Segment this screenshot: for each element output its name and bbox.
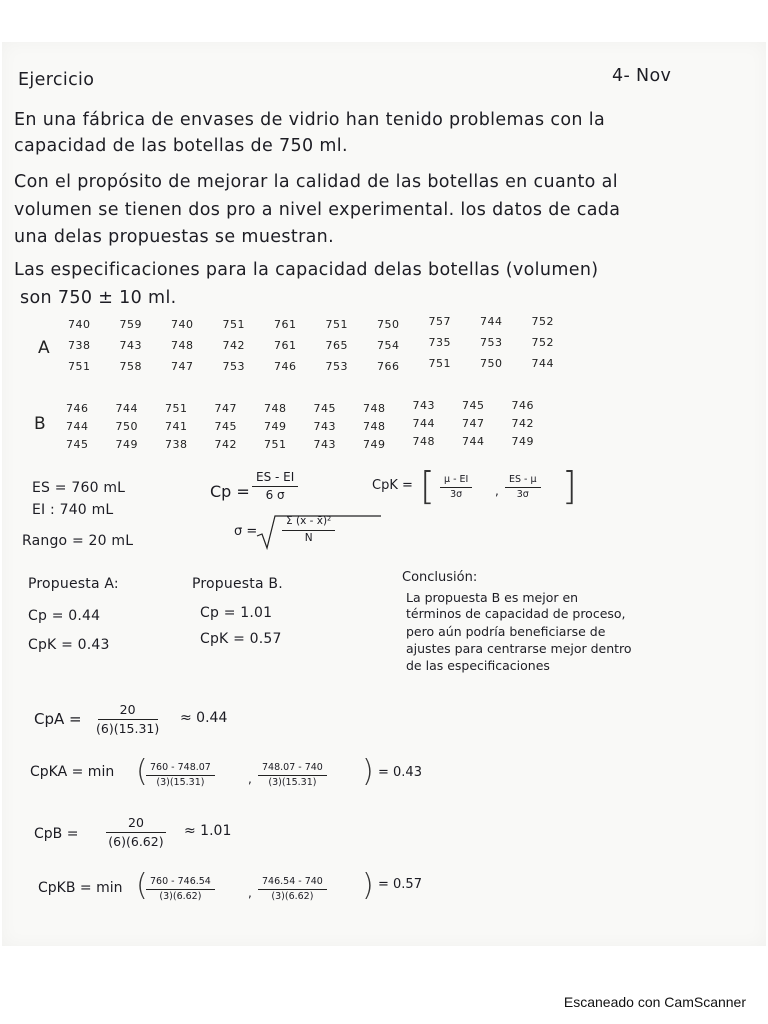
cpa-numerator: 20 xyxy=(98,702,158,720)
cpa-label: CpA = xyxy=(34,710,82,728)
data-a-value: 742 xyxy=(222,339,245,352)
cpka-paren-right: ) xyxy=(362,754,374,789)
cpkb-f2-denominator: (3)(6.62) xyxy=(271,891,314,903)
conclusion-line-3: pero aún podría beneficiarse de xyxy=(406,624,606,639)
cpb-fraction xyxy=(106,815,166,849)
data-b-value: 747 xyxy=(214,402,237,415)
data-b-value: 748 xyxy=(363,420,386,433)
data-a-value: 751 xyxy=(325,318,348,331)
cpk-f2-numerator: ES - μ xyxy=(505,474,541,488)
data-a-value: 751 xyxy=(222,318,245,331)
cpk-f1-numerator: μ - EI xyxy=(440,474,472,488)
cpk-formula-fraction-2 xyxy=(505,474,541,501)
data-a-label: A xyxy=(38,338,50,358)
cpka-f2-numerator: 748.07 - 740 xyxy=(258,762,327,776)
data-b-value: 745 xyxy=(462,399,485,412)
cpa-denominator: (6)(15.31) xyxy=(96,721,160,736)
data-a-value: 752 xyxy=(531,336,554,349)
data-a-value: 751 xyxy=(68,360,91,373)
paragraph-3-line-2: son 750 ± 10 ml. xyxy=(20,288,177,308)
data-a-value: 750 xyxy=(480,357,503,370)
cpkb-result: = 0.57 xyxy=(378,877,422,892)
data-b-value: 743 xyxy=(313,438,336,451)
data-a-value: 753 xyxy=(325,360,348,373)
data-b-value: 750 xyxy=(115,420,138,433)
conclusion-line-4: ajustes para centrarse mejor dentro xyxy=(406,641,632,656)
sigma-fraction xyxy=(282,515,335,544)
data-b-value: 738 xyxy=(165,438,188,451)
sigma-formula-label: σ = xyxy=(234,524,258,539)
data-a-value: 751 xyxy=(428,357,451,370)
data-b-value: 743 xyxy=(412,399,435,412)
cpkb-fraction-1 xyxy=(146,876,215,903)
data-b-value: 749 xyxy=(115,438,138,451)
data-a-value: 740 xyxy=(171,318,194,331)
cpka-f1-numerator: 760 - 748.07 xyxy=(146,762,215,776)
cpka-separator: , xyxy=(248,772,252,786)
data-a-value: 753 xyxy=(222,360,245,373)
data-a-value: 740 xyxy=(68,318,91,331)
date: 4- Nov xyxy=(612,66,672,86)
spec-rango: Rango = 20 mL xyxy=(22,533,134,549)
data-a-value: 735 xyxy=(428,336,451,349)
conclusion-line-2: términos de capacidad de proceso, xyxy=(406,606,626,621)
data-b-value: 748 xyxy=(412,435,435,448)
cpkb-f2-numerator: 746.54 - 740 xyxy=(258,876,327,890)
data-b-value: 746 xyxy=(66,402,89,415)
cpb-denominator: (6)(6.62) xyxy=(108,834,164,849)
data-b-value: 742 xyxy=(214,438,237,451)
data-a-value: 761 xyxy=(274,339,297,352)
cpka-f1-denominator: (3)(15.31) xyxy=(156,777,205,789)
data-b-value: 743 xyxy=(313,420,336,433)
data-b-value: 749 xyxy=(264,420,287,433)
data-b-value: 744 xyxy=(412,417,435,430)
data-b-label: B xyxy=(34,414,46,434)
data-b-value: 751 xyxy=(264,438,287,451)
cp-formula-label: Cp = xyxy=(210,482,250,501)
data-a-value: 750 xyxy=(377,318,400,331)
data-b-value: 751 xyxy=(165,402,188,415)
conclusion-line-1: La propuesta B es mejor en xyxy=(406,590,579,605)
paragraph-2-line-3: una delas propuestas se muestran. xyxy=(14,227,335,247)
data-b-value: 748 xyxy=(264,402,287,415)
data-a-value: 744 xyxy=(531,357,554,370)
cpkb-f1-numerator: 760 - 746.54 xyxy=(146,876,215,890)
data-a-value: 765 xyxy=(325,339,348,352)
cpka-f2-denominator: (3)(15.31) xyxy=(268,777,317,789)
data-a-value: 744 xyxy=(480,315,503,328)
data-a-value: 759 xyxy=(119,318,142,331)
cpk-f2-denominator: 3σ xyxy=(516,489,529,501)
data-a-value: 748 xyxy=(171,339,194,352)
propuesta-a-title: Propuesta A: xyxy=(28,576,119,592)
spec-ei: EI : 740 mL xyxy=(32,502,114,518)
paragraph-2-line-2: volumen se tienen dos pro a nivel experimental. los datos de cada xyxy=(14,200,621,220)
propuesta-b-cp: Cp = 1.01 xyxy=(200,605,273,621)
cpka-paren-left: ( xyxy=(136,754,148,789)
data-b-value: 746 xyxy=(511,399,534,412)
propuesta-a-cp: Cp = 0.44 xyxy=(28,608,101,624)
data-a-value: 754 xyxy=(377,339,400,352)
sigma-denominator: N xyxy=(304,531,313,544)
data-b-value: 745 xyxy=(66,438,89,451)
data-a-value: 758 xyxy=(119,360,142,373)
paragraph-3-line-1: Las especificaciones para la capacidad delas botellas (volumen) xyxy=(14,260,599,280)
cp-formula-denominator: 6 σ xyxy=(265,488,285,503)
page-title: Ejercicio xyxy=(18,70,95,90)
data-a-value: 766 xyxy=(377,360,400,373)
cpk-formula-label: CpK = xyxy=(372,478,413,493)
cpkb-fraction-2 xyxy=(258,876,327,903)
data-a-value: 752 xyxy=(531,315,554,328)
data-b-value: 749 xyxy=(511,435,534,448)
propuesta-b-cpk: CpK = 0.57 xyxy=(200,631,282,647)
cp-formula-numerator: ES - EI xyxy=(252,470,298,487)
data-b-value: 745 xyxy=(214,420,237,433)
cpkb-separator: , xyxy=(248,886,252,900)
data-a-value: 746 xyxy=(274,360,297,373)
cpkb-paren-right: ) xyxy=(362,868,374,903)
cpk-bracket-left: [ xyxy=(420,464,435,508)
cpka-fraction-1 xyxy=(146,762,215,789)
cpk-formula-fraction-1 xyxy=(440,474,472,501)
cp-formula-fraction xyxy=(252,470,298,503)
data-b-value: 742 xyxy=(511,417,534,430)
cpk-separator: , xyxy=(495,484,499,498)
cpb-label: CpB = xyxy=(34,826,79,842)
data-b-value: 744 xyxy=(462,435,485,448)
data-b-value: 747 xyxy=(462,417,485,430)
paragraph-2-line-1: Con el propósito de mejorar la calidad de las botellas en cuanto al xyxy=(14,172,618,192)
data-a-value: 757 xyxy=(428,315,451,328)
paragraph-1-line-2: capacidad de las botellas de 750 ml. xyxy=(14,136,348,156)
cpa-fraction xyxy=(96,702,159,736)
propuesta-b-title: Propuesta B. xyxy=(192,576,283,592)
data-a-value: 743 xyxy=(119,339,142,352)
paragraph-1-line-1: En una fábrica de envases de vidrio han tenido problemas con la xyxy=(14,110,606,130)
conclusion-line-5: de las especificaciones xyxy=(406,658,550,673)
cpb-numerator: 20 xyxy=(106,815,166,833)
cpk-bracket-right: ] xyxy=(562,464,577,508)
cpb-result: ≈ 1.01 xyxy=(184,823,232,839)
cpa-result: ≈ 0.44 xyxy=(180,710,228,726)
spec-es: ES = 760 mL xyxy=(32,480,126,496)
cpkb-label: CpKB = min xyxy=(38,880,123,896)
data-b-value: 749 xyxy=(363,438,386,451)
conclusion-title: Conclusión: xyxy=(402,570,478,585)
data-a-value: 761 xyxy=(274,318,297,331)
data-a-value: 753 xyxy=(480,336,503,349)
data-a-value: 738 xyxy=(68,339,91,352)
cpka-fraction-2 xyxy=(258,762,327,789)
propuesta-a-cpk: CpK = 0.43 xyxy=(28,637,110,653)
sigma-numerator: Σ (x - x̄)² xyxy=(282,515,335,531)
cpka-result: = 0.43 xyxy=(378,765,422,780)
data-b-value: 741 xyxy=(165,420,188,433)
data-a-value: 747 xyxy=(171,360,194,373)
cpka-label: CpKA = min xyxy=(30,764,115,780)
cpk-f1-denominator: 3σ xyxy=(450,489,463,501)
data-b-value: 745 xyxy=(313,402,336,415)
data-b-value: 744 xyxy=(115,402,138,415)
data-b-value: 744 xyxy=(66,420,89,433)
cpkb-paren-left: ( xyxy=(136,868,148,903)
cpkb-f1-denominator: (3)(6.62) xyxy=(159,891,202,903)
data-b-value: 748 xyxy=(363,402,386,415)
camscanner-watermark: Escaneado con CamScanner xyxy=(563,994,746,1010)
